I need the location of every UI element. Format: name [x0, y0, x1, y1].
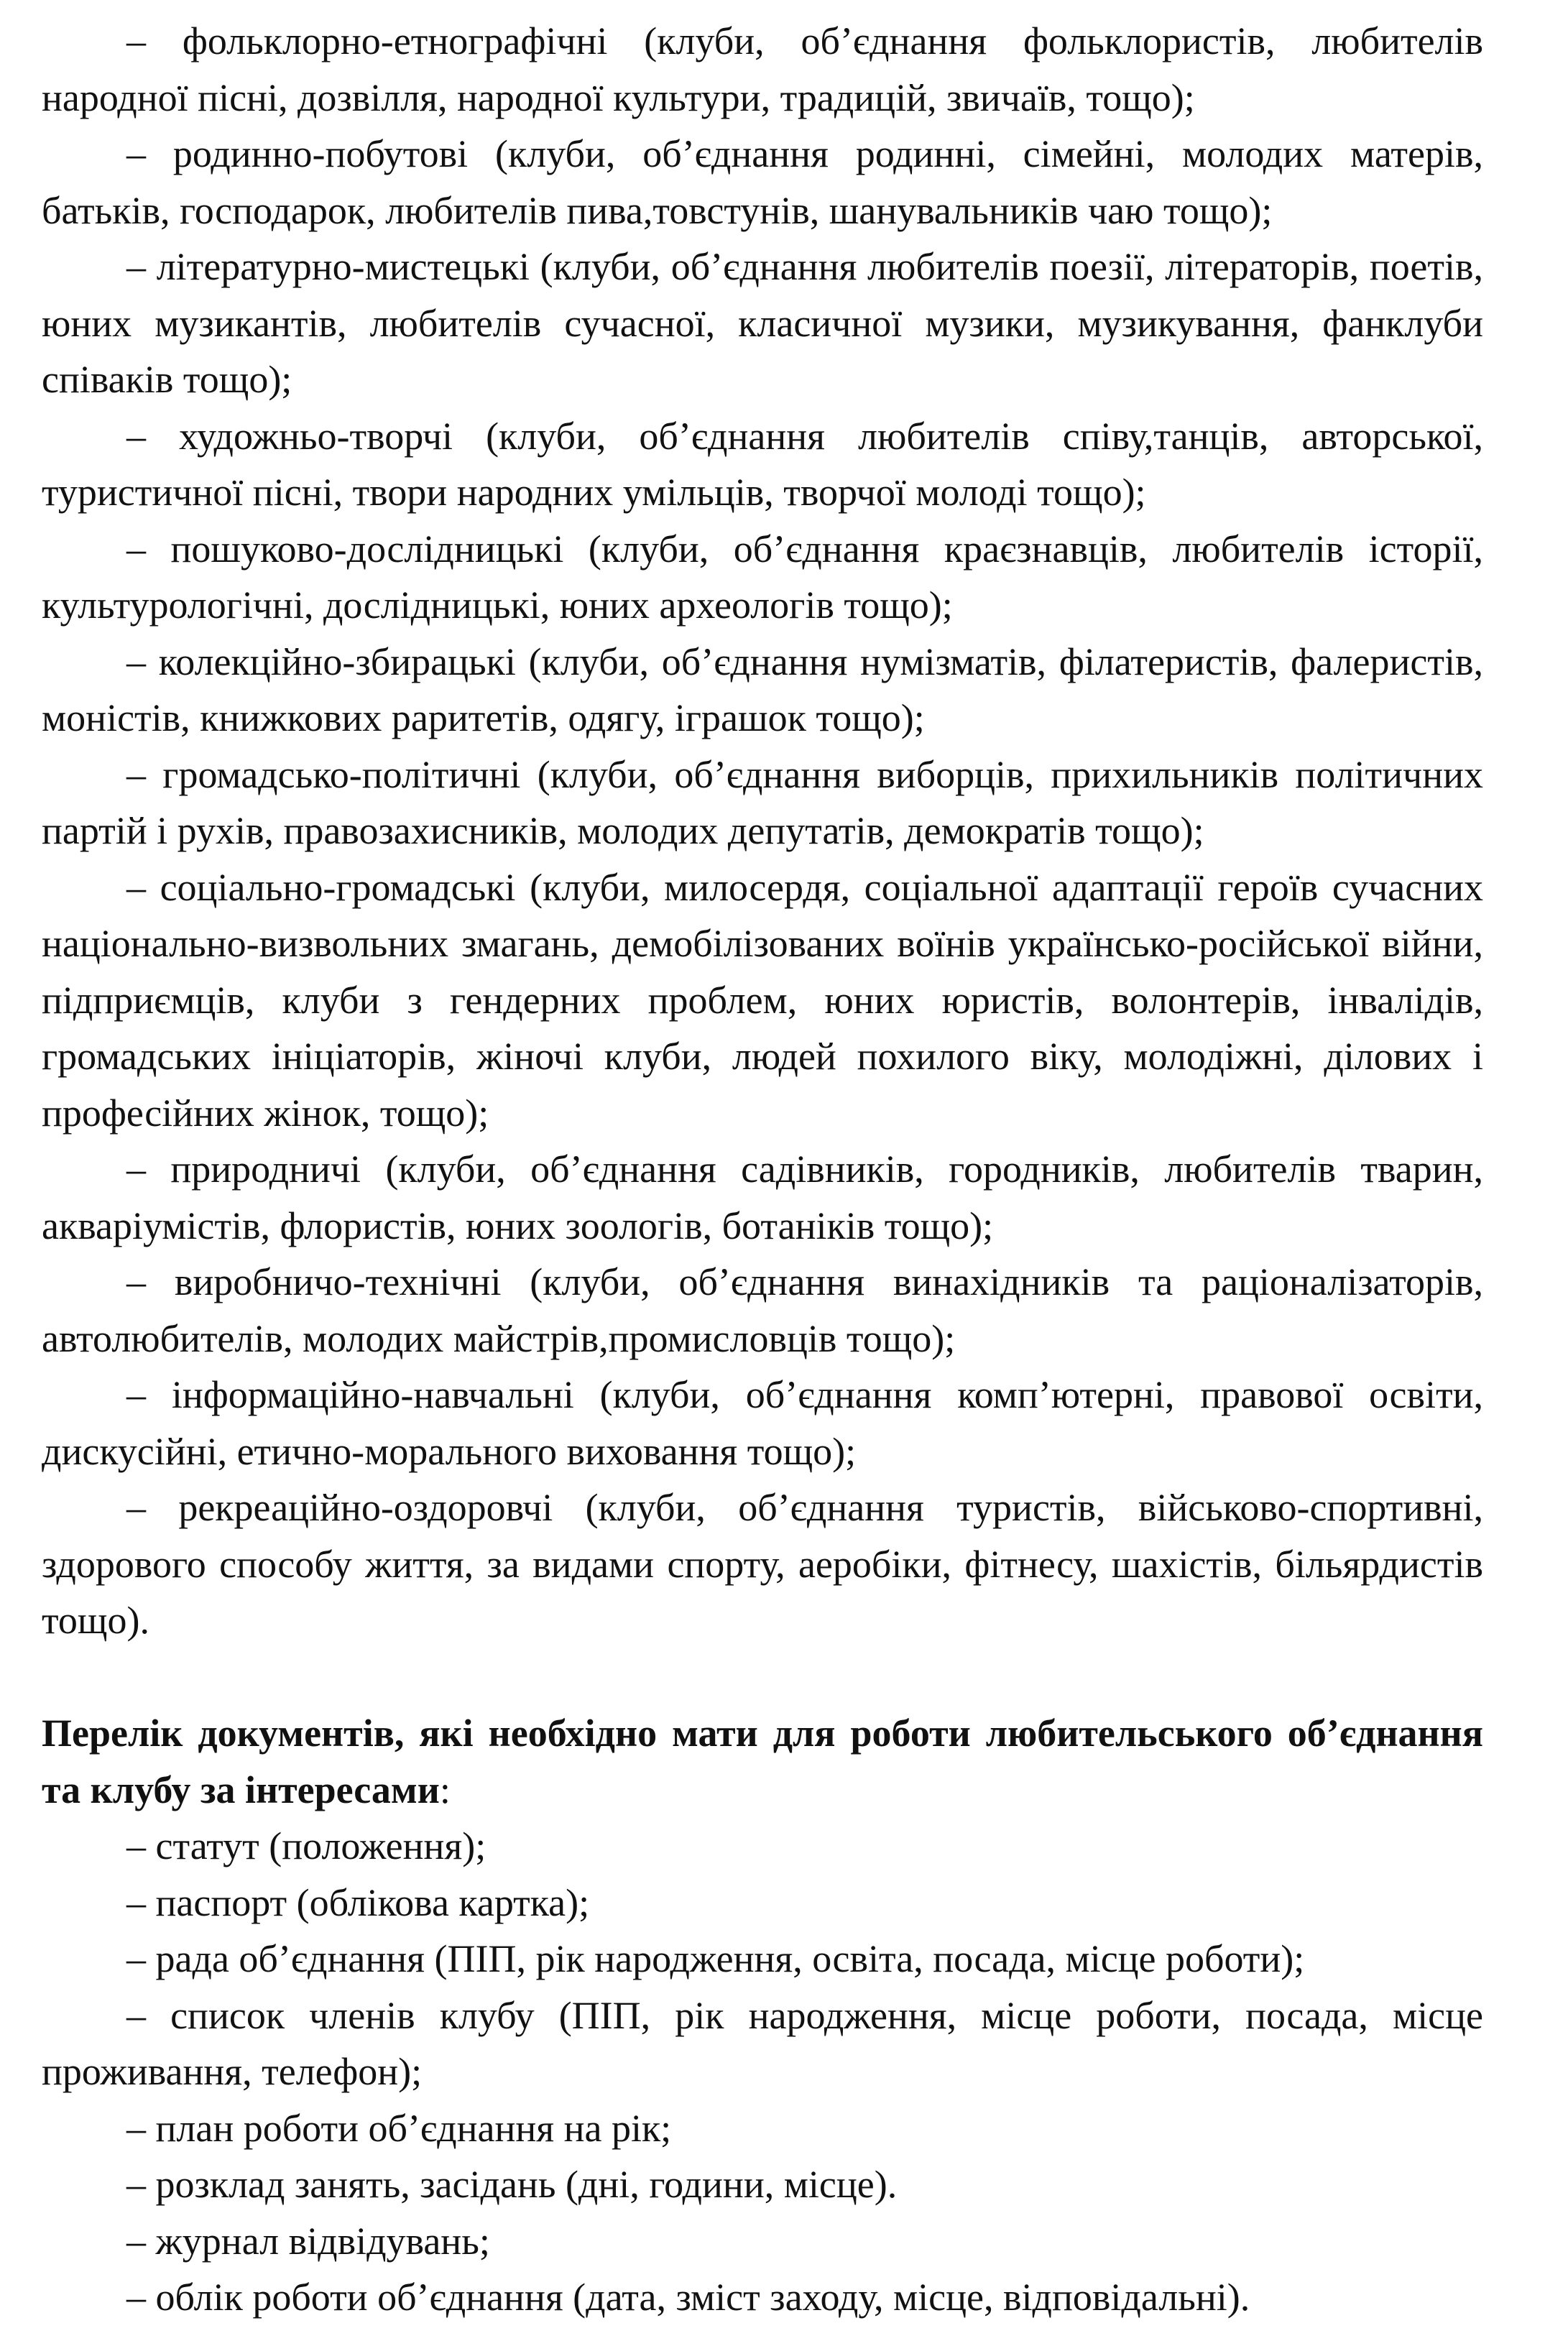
document-page [42, 13, 1483, 2326]
document-item-annual-plan: – план роботи об’єднання на рік; [126, 2106, 672, 2150]
document-item-charter: – статут (положення); [126, 1824, 486, 1867]
category-item-informational: – інформаційно-навчальні (клуби, об’єднання комп’ютерні, правової освіти, дискусійні, етично-морального виховання тощо); [42, 1373, 1483, 1473]
document-item-passport: – паспорт (облікова картка); [126, 1880, 590, 1924]
category-item-family: – родинно-побутові (клуби, об’єднання родинні, сімейні, молодих матерів, батьків, господарок, любителів пива,товстунів, шанувальників чаю тощо); [42, 132, 1483, 232]
section-spacer [42, 1649, 1483, 1706]
category-item-civic-political: – громадсько-політичні (клуби, об’єднання виборців, прихильників політичних партій і рухів, правозахисників, молодих депутатів, демократів тощо); [42, 752, 1483, 852]
documents-heading-bold: Перелік документів, які необхідно мати для роботи любительського об’єднання та клубу за інтересами [42, 1712, 1483, 1811]
category-item-collecting: – колекційно-збирацькі (клуби, об’єднання нумізматів, філатеристів, фалеристів, моністів, книжкових раритетів, одягу, іграшок тощо); [42, 639, 1483, 739]
category-item-technical: – виробничо-технічні (клуби, об’єднання винахідників та раціоналізаторів, автолюбителів, молодих майстрів,промисловців тощо); [42, 1260, 1483, 1360]
category-item-research: – пошуково-дослідницькі (клуби, об’єднання краєзнавців, любителів історії, культурологічні, дослідницькі, юних археологів тощо); [42, 527, 1483, 627]
category-item-nature: – природничі (клуби, об’єднання садівників, городників, любителів тварин, акваріумістів, флористів, юних зоологів, ботаніків тощо); [42, 1147, 1483, 1247]
documents-heading-colon: : [439, 1768, 451, 1811]
document-item-council: – рада об’єднання (ПІП, рік народження, освіта, посада, місце роботи); [126, 1937, 1305, 1980]
documents-heading [42, 1705, 1483, 1818]
category-item-artistic-creative: – художньо-творчі (клуби, об’єднання любителів співу,танців, авторської, туристичної пісні, твори народних умільців, творчої молоді тощо); [42, 414, 1483, 514]
document-item-attendance-log: – журнал відвідувань; [126, 2219, 490, 2263]
document-item-schedule: – розклад занять, засідань (дні, години, місце). [126, 2163, 898, 2206]
category-item-social-civic: – соціально-громадські (клуби, милосердя, соціальної адаптації героїв сучасних національно-визвольних змагань, демобілізованих воїнів українсько-російської війни, підприємців, клуби з гендерних проблем, юних юристів, волонтерів, інвалідів, громадських ініціаторів, жіночі клуби, людей похилого віку, молодіжні, ділових і професійних жінок, тощо); [42, 865, 1483, 1135]
document-item-member-list: – список членів клубу (ПІП, рік народження, місце роботи, посада, місце проживання, телефон); [42, 1993, 1483, 2093]
category-item-literary-arts: – літературно-мистецькі (клуби, об’єднання любителів поезії, літераторів, поетів, юних музикантів, любителів сучасної, класичної музики, музикування, фанклуби співаків тощо); [42, 245, 1483, 401]
category-item-folklore: – фольклорно-етнографічні (клуби, об’єднання фольклористів, любителів народної пісні, дозвілля, народної культури, традицій, звичаїв, тощо); [42, 19, 1483, 119]
document-item-work-record: – облік роботи об’єднання (дата, зміст заходу, місце, відповідальні). [126, 2276, 1250, 2319]
category-item-recreational: – рекреаційно-оздоровчі (клуби, об’єднання туристів, військово-спортивні, здорового способу життя, за видами спорту, аеробіки, фітнесу, шахістів, більярдистів тощо). [42, 1486, 1483, 1642]
